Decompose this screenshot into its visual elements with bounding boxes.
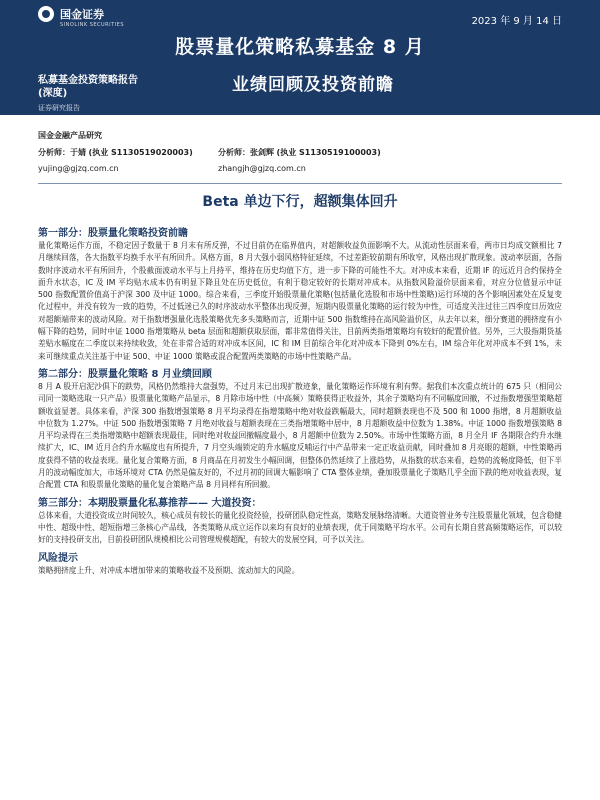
report-date: 2023 年 9 月 14 日: [471, 16, 562, 27]
logo-mark-icon: [38, 6, 54, 22]
logo-text: 国金证券: [60, 8, 104, 21]
report-type-line1: 私募基金投资策略报告: [38, 75, 138, 86]
section-1-title: 第一部分：股票量化策略投资前瞻: [38, 228, 188, 239]
header-divider: [38, 183, 562, 184]
risk-title: 风险提示: [38, 552, 78, 564]
analyst-block: [38, 130, 568, 173]
analyst-row: [38, 147, 568, 158]
section-3-title: 第三部分：本期股票量化私募推荐—— 大道投资：: [38, 497, 262, 509]
analyst-1-license: (执业 S1130519020003): [88, 148, 193, 157]
analyst-2-email[interactable]: zhangjh@gjzq.com.cn: [218, 164, 306, 173]
analyst-1: [38, 147, 218, 158]
section-2-body: 8 月 A 股开启泥沙俱下的跌势，风格仍然维持大盘强势，不过月末已出现扩散迹象，量化策略运作环境有利有弊。据我们本次重点统计的 675 只（相同公司同一策略选取一只产品）股票量化策略产品显示，8 月除市场中性（中高频）策略获得正收益外，其余子策略均有不同幅度回撤，不过指数增强型策略超额收益显著。具体来看，沪深 300 指数增强策略 8 月平均录得在指增策略中绝对收益跌幅最大，同时超额表现也不及 500 和 1000 指增，8 月超额收益中位数为 1.27%。中证 500 指数增强策略 7 月绝对收益与超额表现在三类指增策略中居中，8 月超额收益中位数为 1.38%。中证 1000 指数增强策略 8 月平均录得在三类指增策略中超额表现最佳，同时绝对收益回撤幅度最小，8 月超额中位数为 2.50%。市场中性策略方面，8 月全月 IF 各期限合约升水继续扩大，IC、IM 近月合约升水幅度也有所提升，7 月空头端锁定的升水幅度反哺运行中产品带来一定正收益贡献，同时叠加 8 月亮眼的超额，中性策略再度获得不错的收益表现。量化复合策略方面，8 月商品在月初发生小幅回调，但整体仍然延续了上涨趋势，从指数的状态来看，趋势的流畅度降低，但下半月的波动幅度加大，市场环境对 CTA 仍然是偏友好的，不过月初的回调大幅影响了 CTA 整体业绩，叠加股票量化子策略几乎全面下跌的绝对收益表现，复合配置 CTA 和股票量化策略的量化复合策略产品 8 月同样有所回撤。: [38, 381, 562, 490]
report-title-line1: 股票量化策略私募基金 8 月: [175, 36, 425, 58]
logo-subtitle: SINOLINK SECURITIES: [60, 22, 124, 28]
email-row: [38, 164, 568, 173]
risk-body: 策略拥挤度上升、对冲成本增加带来的策略收益不及预期、流动加大的风险。: [38, 565, 300, 575]
analyst-2: [218, 147, 398, 158]
report-tag: 证券研究报告: [38, 104, 80, 112]
report-header: [0, 0, 600, 115]
report-type-line2: (深度): [38, 88, 68, 99]
research-org: 国金金融产品研究: [38, 131, 102, 140]
analyst-1-email[interactable]: yujing@gjzq.com.cn: [38, 164, 119, 173]
analyst-2-name: 分析师：张剑辉: [218, 148, 274, 157]
report-headline: Beta 单边下行，超额集体回升: [202, 194, 398, 210]
analyst-2-license: (执业 S1130519100003): [276, 148, 381, 157]
section-3-body: 总体来看，大道投资成立时间较久，核心成员有较长的量化投资经验，投研团队稳定性高，策略发展脉络清晰。大道资管业务专注股票量化领域，包含稳健中性、超级中性、超短指增三条核心产品线，各类策略从成立运作以来均有良好的业绩表现，优于同策略平均水平。公司有长期自营高频策略运作，可以较好的支持投研支出，目前投研团队规模相比公司管理规模超配，有较大的发展空间，可予以关注。: [38, 510, 562, 545]
analyst-1-name: 分析师：于婧: [38, 148, 86, 157]
section-2-title: 第二部分：股票量化策略 8 月业绩回顾: [38, 368, 212, 380]
report-title-line2: 业绩回顾及投资前瞻: [232, 75, 394, 95]
section-1-body: 量化策略运作方面，不稳定因子数量于 8 月末有所反弹，不过目前仍在临界值内，对超额收益负面影响不大。从流动性层面来看，两市日均成交额相比 7 月继续回落，各大指数平均换手水平有所回升。风格方面，8 月大强小弱风格特征延续，不过差距较前期有所收窄，风格出现扩散现象。波动率层面，各指数时序波动水平有所回升，个股截面波动水平与上月持平，维持在历史均值下方，进一步下降的可能性不大。对冲成本来看，近期 IF 的远近月合约保持全面升水状态，IC 及 IM 平均贴水成本仍有明显下降且处在历史低位，有利于稳定较好的长期对冲成本。从指数风险溢价层面来看，对应分位值显示中证 500 指数配置价值高于沪深 300 及中证 1000。综合来看，三季度开始股票量化策略(包括量化选股和市场中性策略)运行环境的各个影响因素处在反复变化过程中，并没有较为一致的趋势，不过低迷已久的时序波动水平整体出现反弹，短期内股票量化策略的运行较为中性，可适度关注过往三四季度日历效应对超额端带来的波动风险。对于指数增强量化选股策略优先多头策略而言，近期中证 500 指数维持在高风险溢价区，从去年以来，细分赛道的拥挤度有小幅下降的趋势，同时中证 1000 指增策略从 beta 层面和超额获取层面，都非常值得关注，目前两类指增策略均有较好的配置价值。另外，三大股指期货基差贴水幅度在二季度以来持续收敛，处在非常合适的对冲成本区间，IC 和 IM 目前综合年化对冲成本下降到 0%左右，IM 综合年化对冲成本不到 1%，未来可继续重点关注基于中证 500、中证 1000 策略或混合配置两类策略的市场中性策略产品。: [38, 241, 562, 361]
report-type: [38, 74, 138, 100]
report-body: [38, 222, 562, 579]
company-logo: [38, 6, 104, 22]
